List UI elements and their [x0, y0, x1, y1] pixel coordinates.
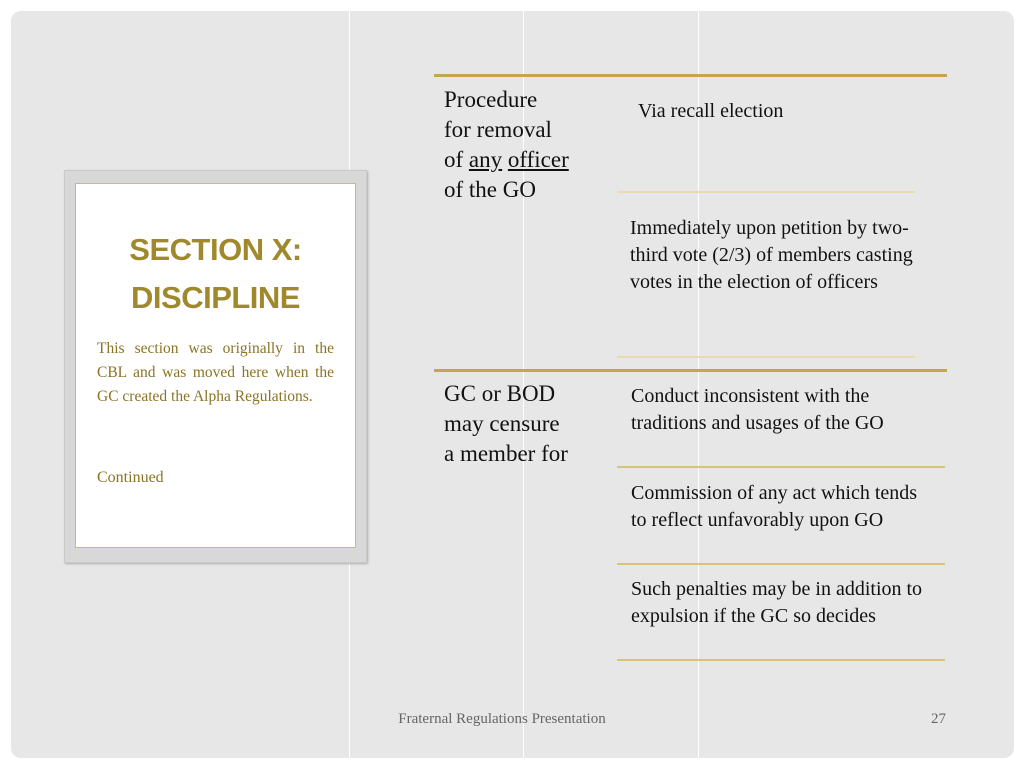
- row1-heading-officer: officer: [507, 147, 569, 172]
- table-rule: [617, 563, 945, 565]
- row2-heading-line: GC or BOD: [444, 381, 556, 406]
- row1-heading-any: any: [468, 147, 503, 172]
- row1-heading-line: [444, 145, 614, 175]
- footer-text: Fraternal Regulations Presentation: [398, 711, 606, 727]
- table-rule-top: [434, 74, 947, 77]
- section-card: [75, 183, 356, 548]
- row2-heading: [444, 379, 624, 469]
- table-rule: [617, 191, 915, 193]
- row2-heading-line: may censure: [444, 411, 560, 436]
- row1-heading-line: of the GO: [444, 177, 536, 202]
- row1-heading-line: for removal: [444, 117, 552, 142]
- page-number: 27: [931, 711, 946, 727]
- row1-heading-line: Procedure: [444, 87, 538, 112]
- row1-heading-word: of: [444, 147, 464, 172]
- continued-label: Continued: [97, 469, 164, 486]
- row1-item: Via recall election: [638, 100, 784, 122]
- table-rule: [617, 356, 915, 358]
- table-rule: [617, 466, 945, 468]
- section-title-line-1: SECTION X:: [129, 232, 302, 267]
- row1-item: Immediately upon petition by two-third vote (2/3) of members casting votes in the election of officers: [630, 217, 913, 293]
- row2-item: Commission of any act which tends to reflect unfavorably upon GO: [631, 482, 918, 531]
- row1-heading: [444, 85, 614, 205]
- row2-heading-line: a member for: [444, 441, 568, 466]
- section-title: [76, 226, 355, 322]
- row2-item: Conduct inconsistent with the traditions and usages of the GO: [631, 385, 884, 434]
- row2-item: Such penalties may be in addition to expulsion if the GC so decides: [631, 578, 923, 627]
- table-rule-middle: [434, 369, 947, 372]
- section-title-line-2: DISCIPLINE: [131, 280, 300, 315]
- table-rule-bottom: [617, 659, 945, 661]
- section-description: This section was originally in the CBL and was moved here when the GC created the Alpha Regulations.: [97, 340, 334, 405]
- section-panel: [64, 170, 367, 563]
